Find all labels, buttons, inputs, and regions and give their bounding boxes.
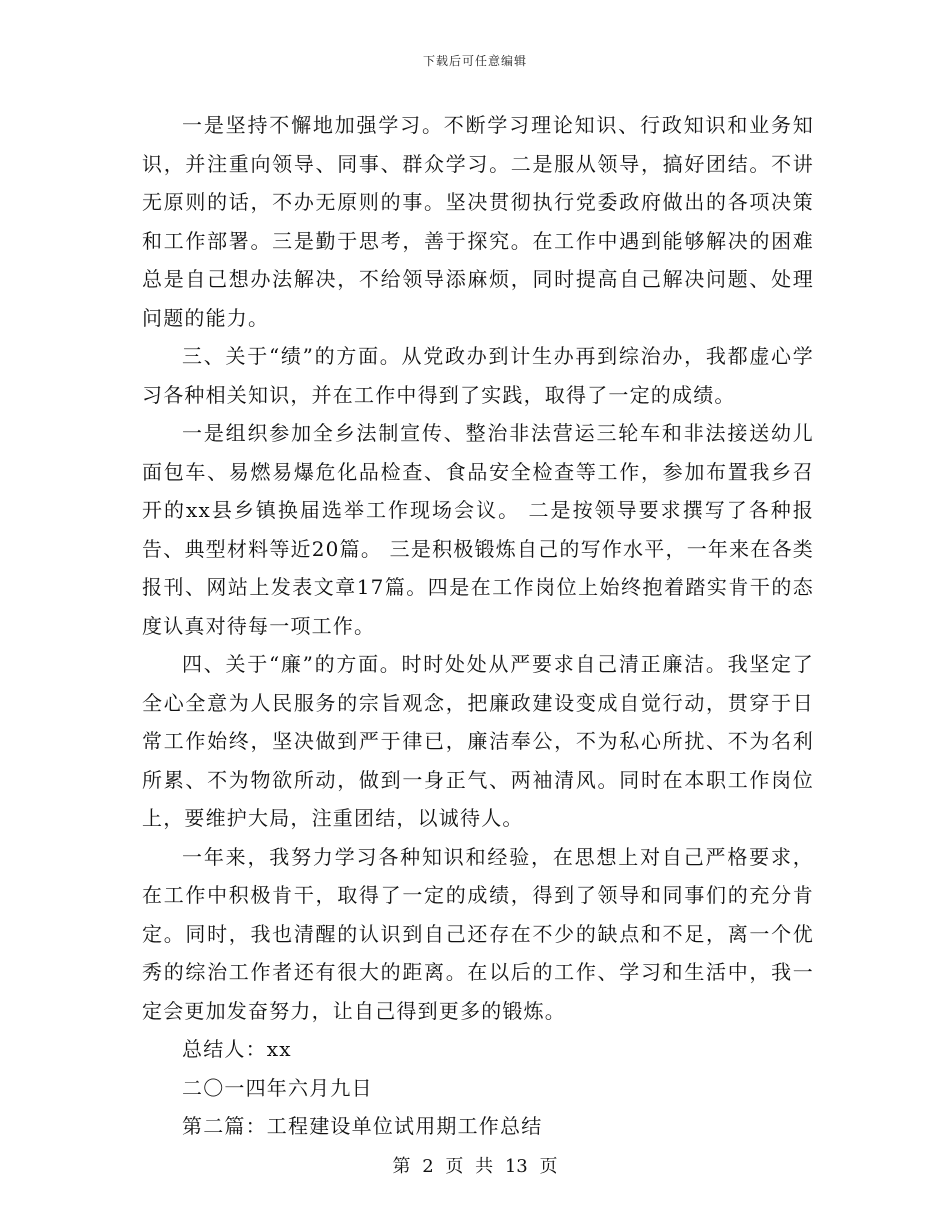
paragraph-integrity: 四、关于“廉”的方面。时时处处从严要求自己清正廉洁。我坚定了全心全意为人民服务的宗旨观念，把廉政建设变成自觉行动，贯穿于日常工作始终，坚决做到严于律已，廉洁奉公，不为私心所扰、不为名利所累、不为物欲所动，做到一身正气、两袖清风。同时在本职工作岗位上，要维护大局，注重团结，以诚待人。 [142, 652, 814, 830]
page-header-note: 下载后可任意编辑 [422, 54, 527, 68]
signature-author: 总结人：xx [182, 1037, 292, 1061]
next-chapter-title: 第二篇：工程建设单位试用期工作总结 [182, 1114, 543, 1138]
signature-date: 二〇一四年六月九日 [182, 1075, 373, 1100]
paragraph-study-unity: 一是坚持不懈地加强学习。不断学习理论知识、行政知识和业务知识，并注重向领导、同事、群众学习。二是服从领导，搞好团结。不讲无原则的话，不办无原则的事。坚决贯彻执行党委政府做出的各项决策和工作部署。三是勤于思考，善于探究。在工作中遇到能够解决的困难总是自己想办法解决，不给领导添麻烦，同时提高自己解决问题、处理问题的能力。 [142, 113, 814, 330]
document-body [142, 106, 814, 1146]
page-number-footer: 第 2 页 共 13 页 [392, 1156, 558, 1177]
paragraph-achievements-detail: 一是组织参加全乡法制宣传、整治非法营运三轮车和非法接送幼儿面包车、易燃易爆危化品检查、食品安全检查等工作，参加布置我乡召开的xx县乡镇换届选举工作现场会议。 二是按领导要求撰写了各种报告、典型材料等近20篇。 三是积极锻炼自己的写作水平，一年来在各类报刊、网站上发表文章17篇。四是在工作岗位上始终抱着踏实肯干的态度认真对待每一项工作。 [142, 421, 814, 638]
paragraph-conclusion: 一年来，我努力学习各种知识和经验，在思想上对自己严格要求，在工作中积极肯干，取得了一定的成绩，得到了领导和同事们的充分肯定。同时，我也清醒的认识到自己还存在不少的缺点和不足，离一个优秀的综治工作者还有很大的距离。在以后的工作、学习和生活中，我一定会更加发奋努力，让自己得到更多的锻炼。 [142, 844, 814, 1023]
paragraph-achievements-heading: 三、关于“绩”的方面。从党政办到计生办再到综治办，我都虚心学习各种相关知识，并在工作中得到了实践，取得了一定的成绩。 [142, 344, 814, 407]
